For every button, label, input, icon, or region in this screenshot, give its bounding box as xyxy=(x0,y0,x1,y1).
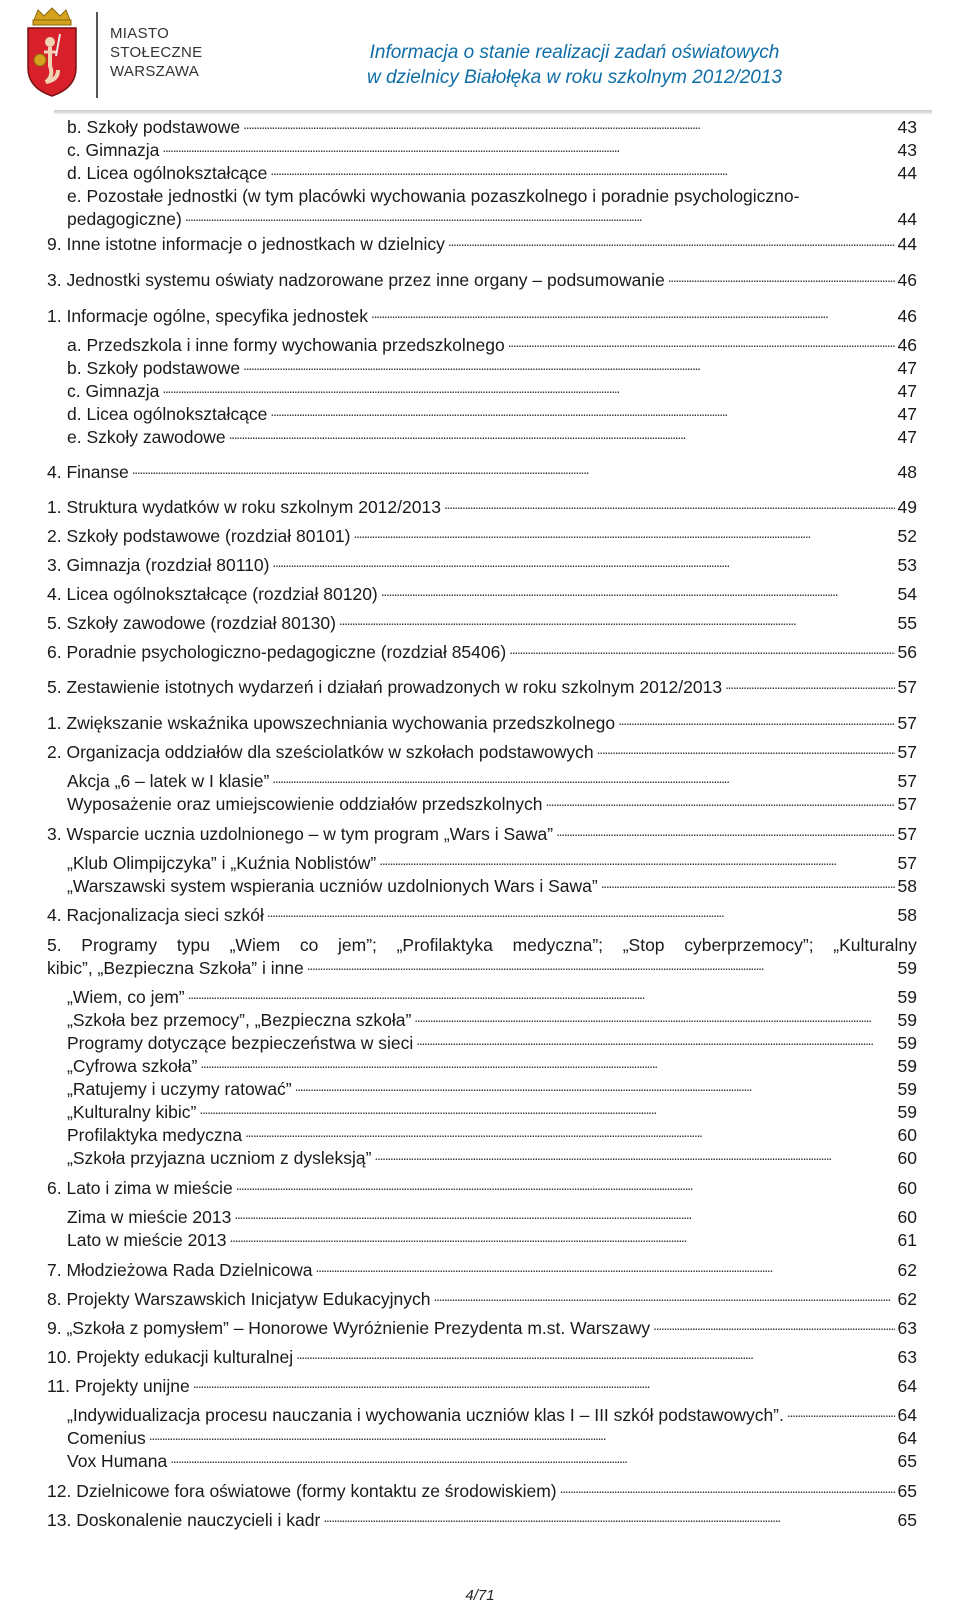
toc-entry-page: 64 xyxy=(897,1376,917,1396)
toc-entry-page: 60 xyxy=(897,1125,917,1145)
toc-entry-page: 65 xyxy=(897,1481,917,1501)
toc-word: „Profilaktyka xyxy=(396,935,493,955)
page-number: 4/71 xyxy=(465,1587,495,1604)
toc-entry-page: 60 xyxy=(897,1148,917,1168)
toc-entry-title: b. Szkoły podstawowe xyxy=(67,117,241,137)
toc-entry-page: 56 xyxy=(897,642,917,662)
toc-entry-page: 62 xyxy=(897,1289,917,1309)
toc-word: co xyxy=(299,935,319,955)
toc-word: medyczna”; xyxy=(512,935,604,955)
toc-entry-page: 57 xyxy=(897,677,917,697)
dot-leader xyxy=(295,1081,895,1095)
toc-entry-page: 59 xyxy=(897,1079,917,1099)
toc-entry[interactable] xyxy=(47,1347,917,1368)
toc-entry[interactable] xyxy=(47,642,917,663)
dot-leader xyxy=(556,826,894,840)
dot-leader xyxy=(374,1150,894,1164)
toc-entry-title: Wyposażenie oraz umiejscowienie oddziałów przedszkolnych xyxy=(67,794,543,814)
toc-entry-title: d. Licea ogólnokształcące xyxy=(67,404,268,424)
dot-leader xyxy=(379,855,894,869)
toc-entry-title: e. Szkoły zawodowe xyxy=(67,427,226,447)
toc-entry-page: 57 xyxy=(897,713,917,733)
toc-entry-title: Lato w mieście 2013 xyxy=(67,1230,227,1250)
toc-entry-page: 59 xyxy=(897,1056,917,1076)
toc-entry[interactable] xyxy=(47,1481,917,1502)
toc-entry-title: 6. Poradnie psychologiczno-pedagogiczne (rozdział 85406) xyxy=(47,642,507,662)
toc-entry[interactable] xyxy=(67,1125,917,1146)
dot-leader xyxy=(170,1453,894,1467)
dot-leader xyxy=(245,1127,894,1141)
toc-entry[interactable] xyxy=(67,209,917,230)
toc-entry[interactable] xyxy=(47,306,917,327)
dot-leader xyxy=(188,989,895,1003)
dot-leader xyxy=(162,142,894,156)
dot-leader xyxy=(200,1058,894,1072)
toc-entry-title: c. Gimnazja xyxy=(67,140,160,160)
toc-entry[interactable] xyxy=(67,1428,917,1449)
dot-leader xyxy=(243,360,894,374)
toc-entry[interactable] xyxy=(67,1148,917,1169)
dot-leader xyxy=(316,1262,895,1276)
dot-leader xyxy=(601,878,895,892)
toc-entry-title: b. Szkoły podstawowe xyxy=(67,358,241,378)
toc-entry-page: 43 xyxy=(897,140,917,160)
dot-leader xyxy=(185,211,895,225)
toc-entry-page: 47 xyxy=(897,381,917,401)
dot-leader xyxy=(307,960,895,974)
toc-entry-title: kibic”, „Bezpieczna Szkoła” i inne xyxy=(47,958,304,978)
toc-entry-wrapped-line xyxy=(47,935,917,956)
dot-leader xyxy=(416,1035,894,1049)
dot-leader xyxy=(434,1291,895,1305)
toc-entry-title: „Warszawski system wspierania uczniów uzdolnionych Wars i Sawa” xyxy=(67,876,598,896)
toc-entry-title: „Indywidualizacja procesu nauczania i wychowania uczniów klas I – III szkół podstawowych”. xyxy=(67,1405,784,1425)
dot-leader xyxy=(270,165,894,179)
logo-line: STOŁECZNE xyxy=(110,44,203,61)
toc-word: Programy xyxy=(81,935,158,955)
dot-leader xyxy=(270,406,894,420)
logo-line: WARSZAWA xyxy=(110,63,200,80)
dot-leader xyxy=(444,499,895,513)
toc-entry[interactable] xyxy=(47,1178,917,1199)
dot-leader xyxy=(236,1180,895,1194)
toc-entry-title: 13. Doskonalenie nauczycieli i kadr xyxy=(47,1510,321,1530)
toc-entry-title: a. Przedszkola i inne formy wychowania przedszkolnego xyxy=(67,335,505,355)
dot-leader xyxy=(546,796,895,810)
dot-leader xyxy=(229,429,895,443)
toc-entry-title: 1. Zwiększanie wskaźnika upowszechniania wychowania przedszkolnego xyxy=(47,713,616,733)
toc-entry-page: 57 xyxy=(897,742,917,762)
toc-entry-page: 44 xyxy=(897,163,917,183)
toc-entry-page: 43 xyxy=(897,117,917,137)
toc-entry[interactable] xyxy=(67,876,917,897)
dot-leader xyxy=(668,272,895,286)
toc-entry-page: 63 xyxy=(897,1347,917,1367)
toc-entry[interactable] xyxy=(47,462,917,483)
toc-entry-page: 65 xyxy=(897,1451,917,1471)
toc-entry-title: „Szkoła przyjazna uczniom z dysleksją” xyxy=(67,1148,372,1168)
toc-entry-page: 46 xyxy=(897,270,917,290)
toc-entry-title: Akcja „6 – latek w I klasie” xyxy=(67,771,270,791)
toc-word: typu xyxy=(176,935,210,955)
toc-entry[interactable] xyxy=(67,1230,917,1251)
toc-entry[interactable] xyxy=(47,555,917,576)
toc-entry[interactable] xyxy=(47,677,917,698)
toc-entry-title: „Ratujemy i uczymy ratować” xyxy=(67,1079,292,1099)
dot-leader xyxy=(162,383,894,397)
toc-entry-title: c. Gimnazja xyxy=(67,381,160,401)
toc-entry[interactable] xyxy=(67,381,917,402)
dot-leader xyxy=(132,464,895,478)
toc-entry-page: 61 xyxy=(897,1230,917,1250)
toc-entry-title: 2. Organizacja oddziałów dla sześciolatków w szkołach podstawowych xyxy=(47,742,594,762)
toc-entry[interactable] xyxy=(47,1289,917,1310)
toc-entry-title: Programy dotyczące bezpieczeństwa w sieci xyxy=(67,1033,414,1053)
toc-entry-title: 4. Licea ogólnokształcące (rozdział 80120) xyxy=(47,584,378,604)
toc-entry-title: Comenius xyxy=(67,1428,146,1448)
dot-leader xyxy=(272,557,894,571)
dot-leader xyxy=(725,679,894,693)
dot-leader xyxy=(414,1012,894,1026)
toc-entry[interactable] xyxy=(47,584,917,605)
dot-leader xyxy=(230,1232,895,1246)
toc-entry[interactable] xyxy=(67,1207,917,1228)
toc-entry[interactable] xyxy=(47,234,917,255)
toc-word: „Kulturalny xyxy=(833,935,917,955)
toc-entry-title: Zima w mieście 2013 xyxy=(67,1207,232,1227)
toc-entry-page: 44 xyxy=(897,209,917,229)
toc-entry-page: 55 xyxy=(897,613,917,633)
toc-entry-page: 59 xyxy=(897,1010,917,1030)
toc-entry[interactable] xyxy=(67,358,917,379)
dot-leader xyxy=(296,1349,894,1363)
toc-word: „Stop xyxy=(622,935,665,955)
toc-entry-title: 9. „Szkoła z pomysłem” – Honorowe Wyróżnienie Prezydenta m.st. Warszawy xyxy=(47,1318,651,1338)
toc-entry[interactable] xyxy=(47,713,917,734)
toc-word: cyberprzemocy”; xyxy=(684,935,814,955)
toc-entry-page: 47 xyxy=(897,358,917,378)
toc-entry[interactable] xyxy=(47,613,917,634)
toc-entry[interactable] xyxy=(47,270,917,291)
toc-word: 5. xyxy=(47,935,62,955)
toc-entry-page: 57 xyxy=(897,824,917,844)
title-line-1: Informacja o stanie realizacji zadań oświatowych xyxy=(369,42,780,63)
toc-entry-page: 57 xyxy=(897,853,917,873)
toc-entry[interactable] xyxy=(67,1056,917,1077)
toc-entry-page: 59 xyxy=(897,958,917,978)
toc-entry-title: 3. Gimnazja (rozdział 80110) xyxy=(47,555,270,575)
logo-line: MIASTO xyxy=(110,25,170,42)
toc-entry-title: 1. Informacje ogólne, specyfika jednostek xyxy=(47,306,369,326)
title-line-2: w dzielnicy Białołęka w roku szkolnym 2012/2013 xyxy=(366,67,782,88)
toc-entry-page: 44 xyxy=(897,234,917,254)
toc-entry-title: „Kulturalny kibic” xyxy=(67,1102,197,1122)
dot-leader xyxy=(149,1430,895,1444)
dot-leader xyxy=(508,337,895,351)
toc-entry-title: 7. Młodzieżowa Rada Dzielnicowa xyxy=(47,1260,313,1280)
toc-entry-title: 10. Projekty edukacji kulturalnej xyxy=(47,1347,294,1367)
toc-entry-title: 5. Zestawienie istotnych wydarzeń i działań prowadzonych w roku szkolnym 2012/2013 xyxy=(47,677,723,697)
toc-entry-title: d. Licea ogólnokształcące xyxy=(67,163,268,183)
toc-entry-page: 47 xyxy=(897,404,917,424)
dot-leader xyxy=(560,1483,895,1497)
toc-entry-page: 57 xyxy=(897,794,917,814)
toc-entry[interactable] xyxy=(67,117,917,138)
toc-entry[interactable] xyxy=(67,771,917,792)
toc-entry-page: 49 xyxy=(897,497,917,517)
toc-entry[interactable] xyxy=(47,905,917,926)
toc-entry[interactable] xyxy=(67,1033,917,1054)
toc-entry-title: 6. Lato i zima w mieście xyxy=(47,1178,233,1198)
toc-entry-title: 1. Struktura wydatków w roku szkolnym 2012/2013 xyxy=(47,497,441,517)
toc-entry-title: „Szkoła bez przemocy”, „Bezpieczna szkoła” xyxy=(67,1010,412,1030)
toc-entry-wrapped-line: e. Pozostałe jednostki (w tym placówki wychowania pozaszkolnego i poradnie psychologiczno- xyxy=(67,186,800,206)
toc-entry-title: pedagogiczne) xyxy=(67,209,182,229)
toc-entry[interactable] xyxy=(47,526,917,547)
toc-entry-page: 52 xyxy=(897,526,917,546)
toc-entry-page: 53 xyxy=(897,555,917,575)
toc-entry[interactable] xyxy=(47,958,917,979)
toc-entry-title: „Cyfrowa szkoła” xyxy=(67,1056,198,1076)
toc-entry[interactable] xyxy=(47,1318,917,1339)
toc-entry-page: 58 xyxy=(897,876,917,896)
dot-leader xyxy=(618,715,894,729)
toc-entry-title: 9. Inne istotne informacje o jednostkach w dzielnicy xyxy=(47,234,445,254)
toc-entry[interactable] xyxy=(47,497,917,518)
toc-entry[interactable] xyxy=(67,987,917,1008)
dot-leader xyxy=(509,644,894,658)
toc-entry-page: 46 xyxy=(897,335,917,355)
dot-leader xyxy=(267,907,895,921)
dot-leader xyxy=(339,615,895,629)
toc-entry-page: 48 xyxy=(897,462,917,482)
toc-entry-page: 62 xyxy=(897,1260,917,1280)
toc-entry[interactable] xyxy=(67,853,917,874)
toc-entry[interactable] xyxy=(67,794,917,815)
toc-entry-page: 64 xyxy=(897,1405,917,1425)
toc-entry-title: Vox Humana xyxy=(67,1451,168,1471)
toc-entry-page: 59 xyxy=(897,987,917,1007)
toc-entry-title: „Klub Olimpijczyka” i „Kuźnia Noblistów” xyxy=(67,853,377,873)
dot-leader xyxy=(243,119,894,133)
toc-entry[interactable] xyxy=(47,1510,917,1531)
dot-leader xyxy=(199,1104,894,1118)
toc-entry-page: 47 xyxy=(897,427,917,447)
toc-entry-page: 60 xyxy=(897,1178,917,1198)
toc-entry[interactable] xyxy=(67,427,917,448)
dot-leader xyxy=(323,1512,894,1526)
toc-entry-page: 59 xyxy=(897,1102,917,1122)
toc-entry-title: „Wiem, co jem” xyxy=(67,987,185,1007)
toc-entry-title: 5. Szkoły zawodowe (rozdział 80130) xyxy=(47,613,336,633)
toc-entry-title: Profilaktyka medyczna xyxy=(67,1125,243,1145)
toc-entry-page: 65 xyxy=(897,1510,917,1530)
toc-entry-page: 46 xyxy=(897,306,917,326)
toc-entry-page: 63 xyxy=(897,1318,917,1338)
toc-entry[interactable] xyxy=(47,824,917,845)
toc-entry-title: 3. Jednostki systemu oświaty nadzorowane przez inne organy – podsumowanie xyxy=(47,270,665,290)
toc-entry-title: 4. Finanse xyxy=(47,462,129,482)
toc-entry-page: 59 xyxy=(897,1033,917,1053)
dot-leader xyxy=(272,773,894,787)
dot-leader xyxy=(354,528,895,542)
toc-entry[interactable] xyxy=(67,1451,917,1472)
toc-entry-title: 12. Dzielnicowe fora oświatowe (formy kontaktu ze środowiskiem) xyxy=(47,1481,557,1501)
toc-entry-page: 58 xyxy=(897,905,917,925)
toc-entry[interactable] xyxy=(47,742,917,763)
toc-entry[interactable] xyxy=(67,140,917,161)
dot-leader xyxy=(193,1378,895,1392)
toc-entry[interactable] xyxy=(67,1102,917,1123)
dot-leader xyxy=(597,744,895,758)
toc-entry-page: 57 xyxy=(897,771,917,791)
toc-entry[interactable] xyxy=(67,1405,917,1426)
dot-leader xyxy=(653,1320,894,1334)
toc-entry[interactable] xyxy=(67,335,917,356)
toc-entry-page: 54 xyxy=(897,584,917,604)
dot-leader xyxy=(234,1209,894,1223)
toc-entry-title: 11. Projekty unijne xyxy=(47,1376,190,1396)
toc-entry[interactable] xyxy=(67,1010,917,1031)
toc-entry-title: 3. Wsparcie ucznia uzdolnionego – w tym program „Wars i Sawa” xyxy=(47,824,554,844)
toc-entry[interactable] xyxy=(67,404,917,425)
toc-entry[interactable] xyxy=(47,1260,917,1281)
dot-leader xyxy=(448,236,895,250)
toc-entry-title: 8. Projekty Warszawskich Inicjatyw Edukacyjnych xyxy=(47,1289,431,1309)
toc-entry[interactable] xyxy=(67,163,917,184)
toc-entry-title: 2. Szkoły podstawowe (rozdział 80101) xyxy=(47,526,351,546)
dot-leader xyxy=(371,308,895,322)
dot-leader xyxy=(787,1407,895,1421)
toc-entry[interactable] xyxy=(47,1376,917,1397)
toc-entry-page: 64 xyxy=(897,1428,917,1448)
toc-entry-title: 4. Racjonalizacja sieci szkół xyxy=(47,905,264,925)
toc-entry-page: 60 xyxy=(897,1207,917,1227)
toc-entry[interactable] xyxy=(67,1079,917,1100)
toc-word: jem”; xyxy=(338,935,377,955)
toc-word: „Wiem xyxy=(229,935,281,955)
dot-leader xyxy=(381,586,895,600)
